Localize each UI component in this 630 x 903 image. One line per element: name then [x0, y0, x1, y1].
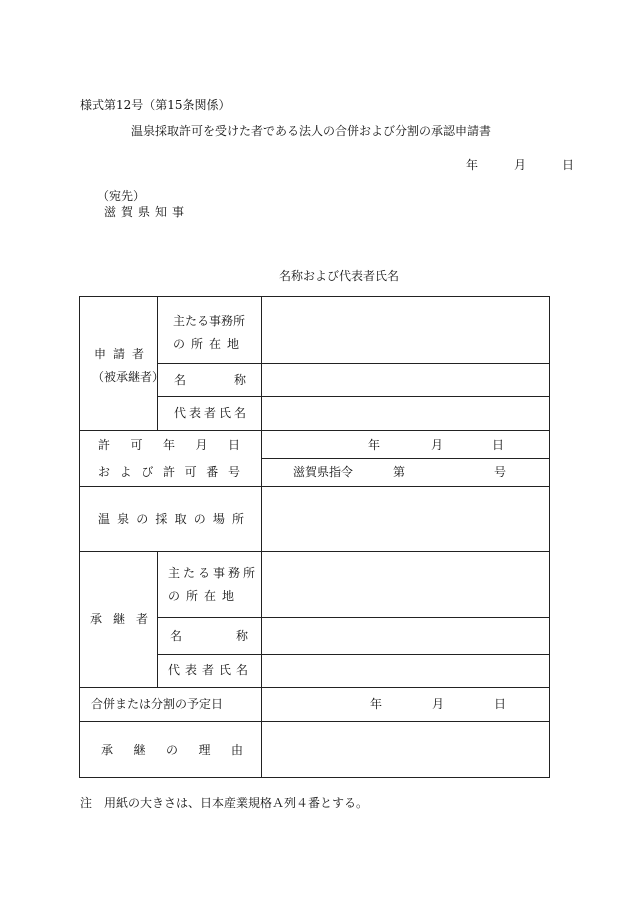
addressee-name: 滋賀県知事: [104, 205, 190, 219]
merger-year: 年: [370, 697, 383, 711]
permit-number-dai: 第: [393, 465, 406, 479]
form-number: 様式第12号（第15条関係）: [80, 98, 231, 112]
applicant-sublabel: （被承継者）: [92, 370, 165, 384]
permit-month: 月: [431, 438, 444, 452]
successor-office-label-2: の所在地: [168, 589, 241, 603]
date-day: 日: [562, 158, 575, 172]
merger-day: 日: [494, 697, 507, 711]
successor-label: 承 継 者: [90, 612, 148, 626]
permit-day: 日: [492, 438, 505, 452]
merger-date-label: 合併または分割の予定日: [91, 697, 224, 711]
application-form-table: [79, 296, 550, 778]
merger-month: 月: [432, 697, 445, 711]
permit-year: 年: [368, 438, 381, 452]
spring-location-label: 温 泉 の 採 取 の 場 所: [98, 512, 244, 526]
representative-label: 名称および代表者氏名: [279, 269, 400, 283]
date-year: 年: [466, 158, 479, 172]
addressee-label: （宛先）: [97, 189, 146, 203]
application-date: [466, 159, 574, 171]
applicant-name-label: 名 称: [174, 373, 246, 387]
date-month: 月: [514, 158, 527, 172]
succession-reason-label: 承 継 の 理 由: [101, 743, 243, 757]
applicant-office-label-1: 主たる事務所: [173, 314, 246, 328]
permit-number-prefix: 滋賀県指令: [293, 465, 354, 479]
successor-office-label-1: 主たる事務所: [168, 566, 259, 580]
document-title: 温泉採取許可を受けた者である法人の合併および分割の承認申請書: [131, 124, 492, 138]
permit-number-go: 号: [494, 465, 507, 479]
successor-rep-label: 代表者氏名: [168, 663, 254, 677]
applicant-rep-label: 代表者氏名: [174, 406, 250, 420]
successor-name-label: 名 称: [170, 629, 248, 643]
applicant-label: 申 請 者: [94, 347, 144, 361]
applicant-office-label-2: の所在地: [173, 337, 246, 351]
permit-number-label: お よ び 許 可 番 号: [98, 465, 240, 479]
footnote: 注 用紙の大きさは、日本産業規格Ａ列４番とする。: [80, 796, 369, 810]
permit-date-label: 許 可 年 月 日: [98, 438, 240, 452]
